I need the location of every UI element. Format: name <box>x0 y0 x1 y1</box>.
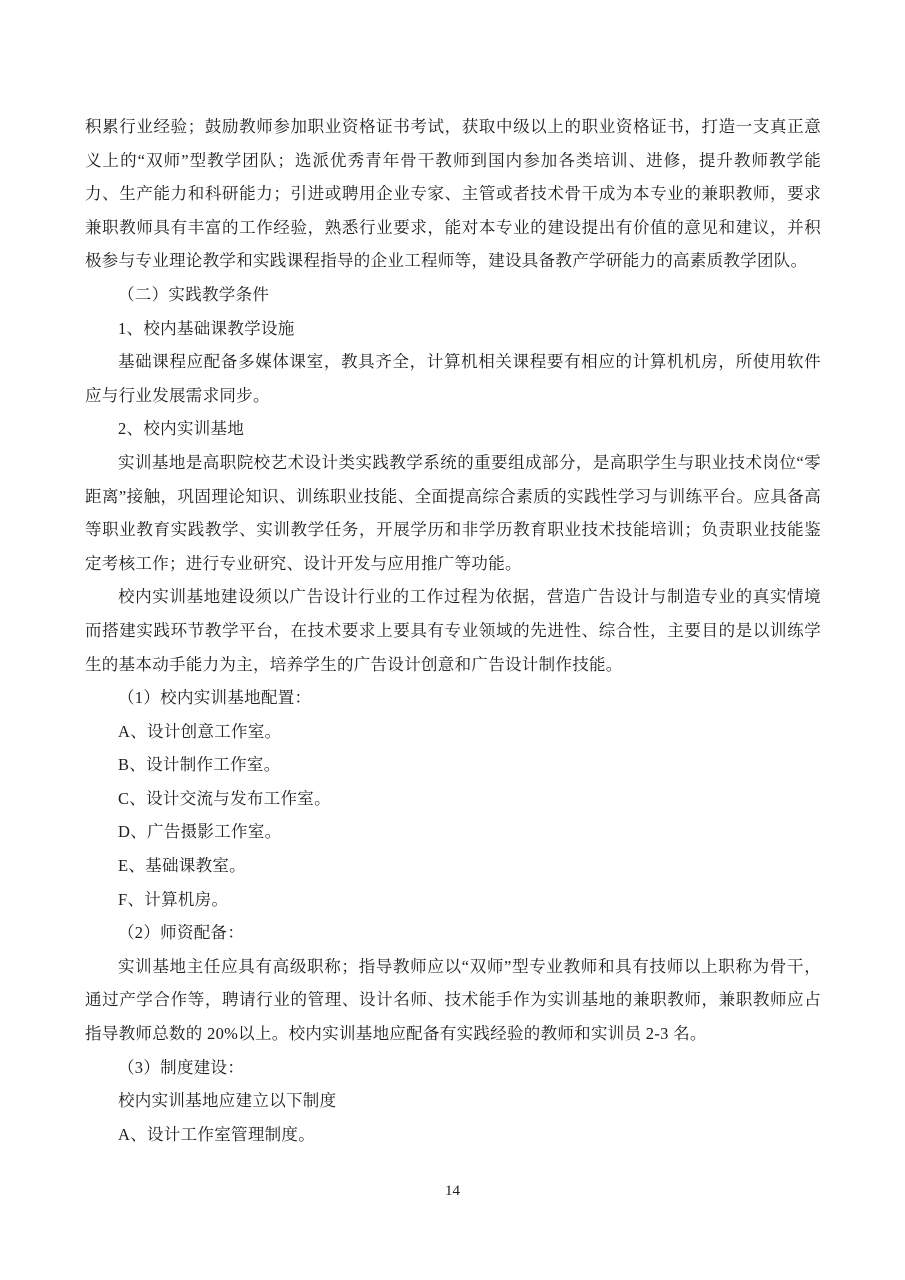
body-paragraph: 校内实训基地应建立以下制度 <box>118 1091 337 1111</box>
body-paragraph: 积累行业经验；鼓励教师参加职业资格证书考试，获取中级以上的职业资格证书，打造一支真正意义上的“双师”型教学团队；选派优秀青年骨干教师到国内参加各类培训、进修，提升教师教学能力、生产能力和科研能力；引进或聘用企业专家、主管或者技术骨干成为本专业的兼职教师，要求兼职教师具有丰富的工作经验，熟悉行业要求，能对本专业的建设提出有价值的意见和建议，并积极参与专业理论教学和实践课程指导的企业工程师等，建设具备教产学研能力的高素质教学团队。 <box>85 117 821 271</box>
list-item: E、基础课教室。 <box>118 856 246 876</box>
list-item: C、设计交流与发布工作室。 <box>118 788 331 808</box>
body-paragraph: 基础课程应配备多媒体课室，教具齐全，计算机相关课程要有相应的计算机机房，所使用软件应与行业发展需求同步。 <box>85 352 821 405</box>
section-heading: （二）实践教学条件 <box>118 284 270 304</box>
list-item: D、广告摄影工作室。 <box>118 822 282 842</box>
body-paragraph: 校内实训基地建设须以广告设计行业的工作过程为依据，营造广告设计与制造专业的真实情境而搭建实践环节教学平台，在技术要求上要具有专业领域的先进性、综合性，主要目的是以训练学生的基本动手能力为主，培养学生的广告设计创意和广告设计制作技能。 <box>85 587 821 674</box>
body-paragraph: 实训基地主任应具有高级职称；指导教师应以“双师”型专业教师和具有技师以上职称为骨干，通过产学合作等，聘请行业的管理、设计名师、技术能手作为实训基地的兼职教师，兼职教师应占指导教师总数的 20%以上。校内实训基地应配备有实践经验的教师和实训员 2-3 名。 <box>85 956 821 1044</box>
numbered-heading: 2、校内实训基地 <box>118 419 245 439</box>
sub-heading: （1）校内实训基地配置： <box>118 688 312 708</box>
page-number: 14 <box>445 1183 460 1199</box>
numbered-heading: 1、校内基础课教学设施 <box>118 318 295 338</box>
list-item: A、设计创意工作室。 <box>118 721 282 741</box>
sub-heading: （3）制度建设： <box>118 1057 245 1077</box>
page-footer <box>0 1180 905 1202</box>
list-item: A、设计工作室管理制度。 <box>118 1124 316 1144</box>
document-body <box>85 110 821 1151</box>
list-item: F、计算机房。 <box>118 889 229 909</box>
sub-heading: （2）师资配备： <box>118 923 245 943</box>
body-paragraph: 实训基地是高职院校艺术设计类实践教学系统的重要组成部分，是高职学生与职业技术岗位“零距离”接触，巩固理论知识、训练职业技能、全面提高综合素质的实践性学习与训练平台。应具备高等职业教育实践教学、实训教学任务，开展学历和非学历教育职业技术技能培训；负责职业技能鉴定考核工作；进行专业研究、设计开发与应用推广等功能。 <box>85 452 821 573</box>
list-item: B、设计制作工作室。 <box>118 755 281 775</box>
